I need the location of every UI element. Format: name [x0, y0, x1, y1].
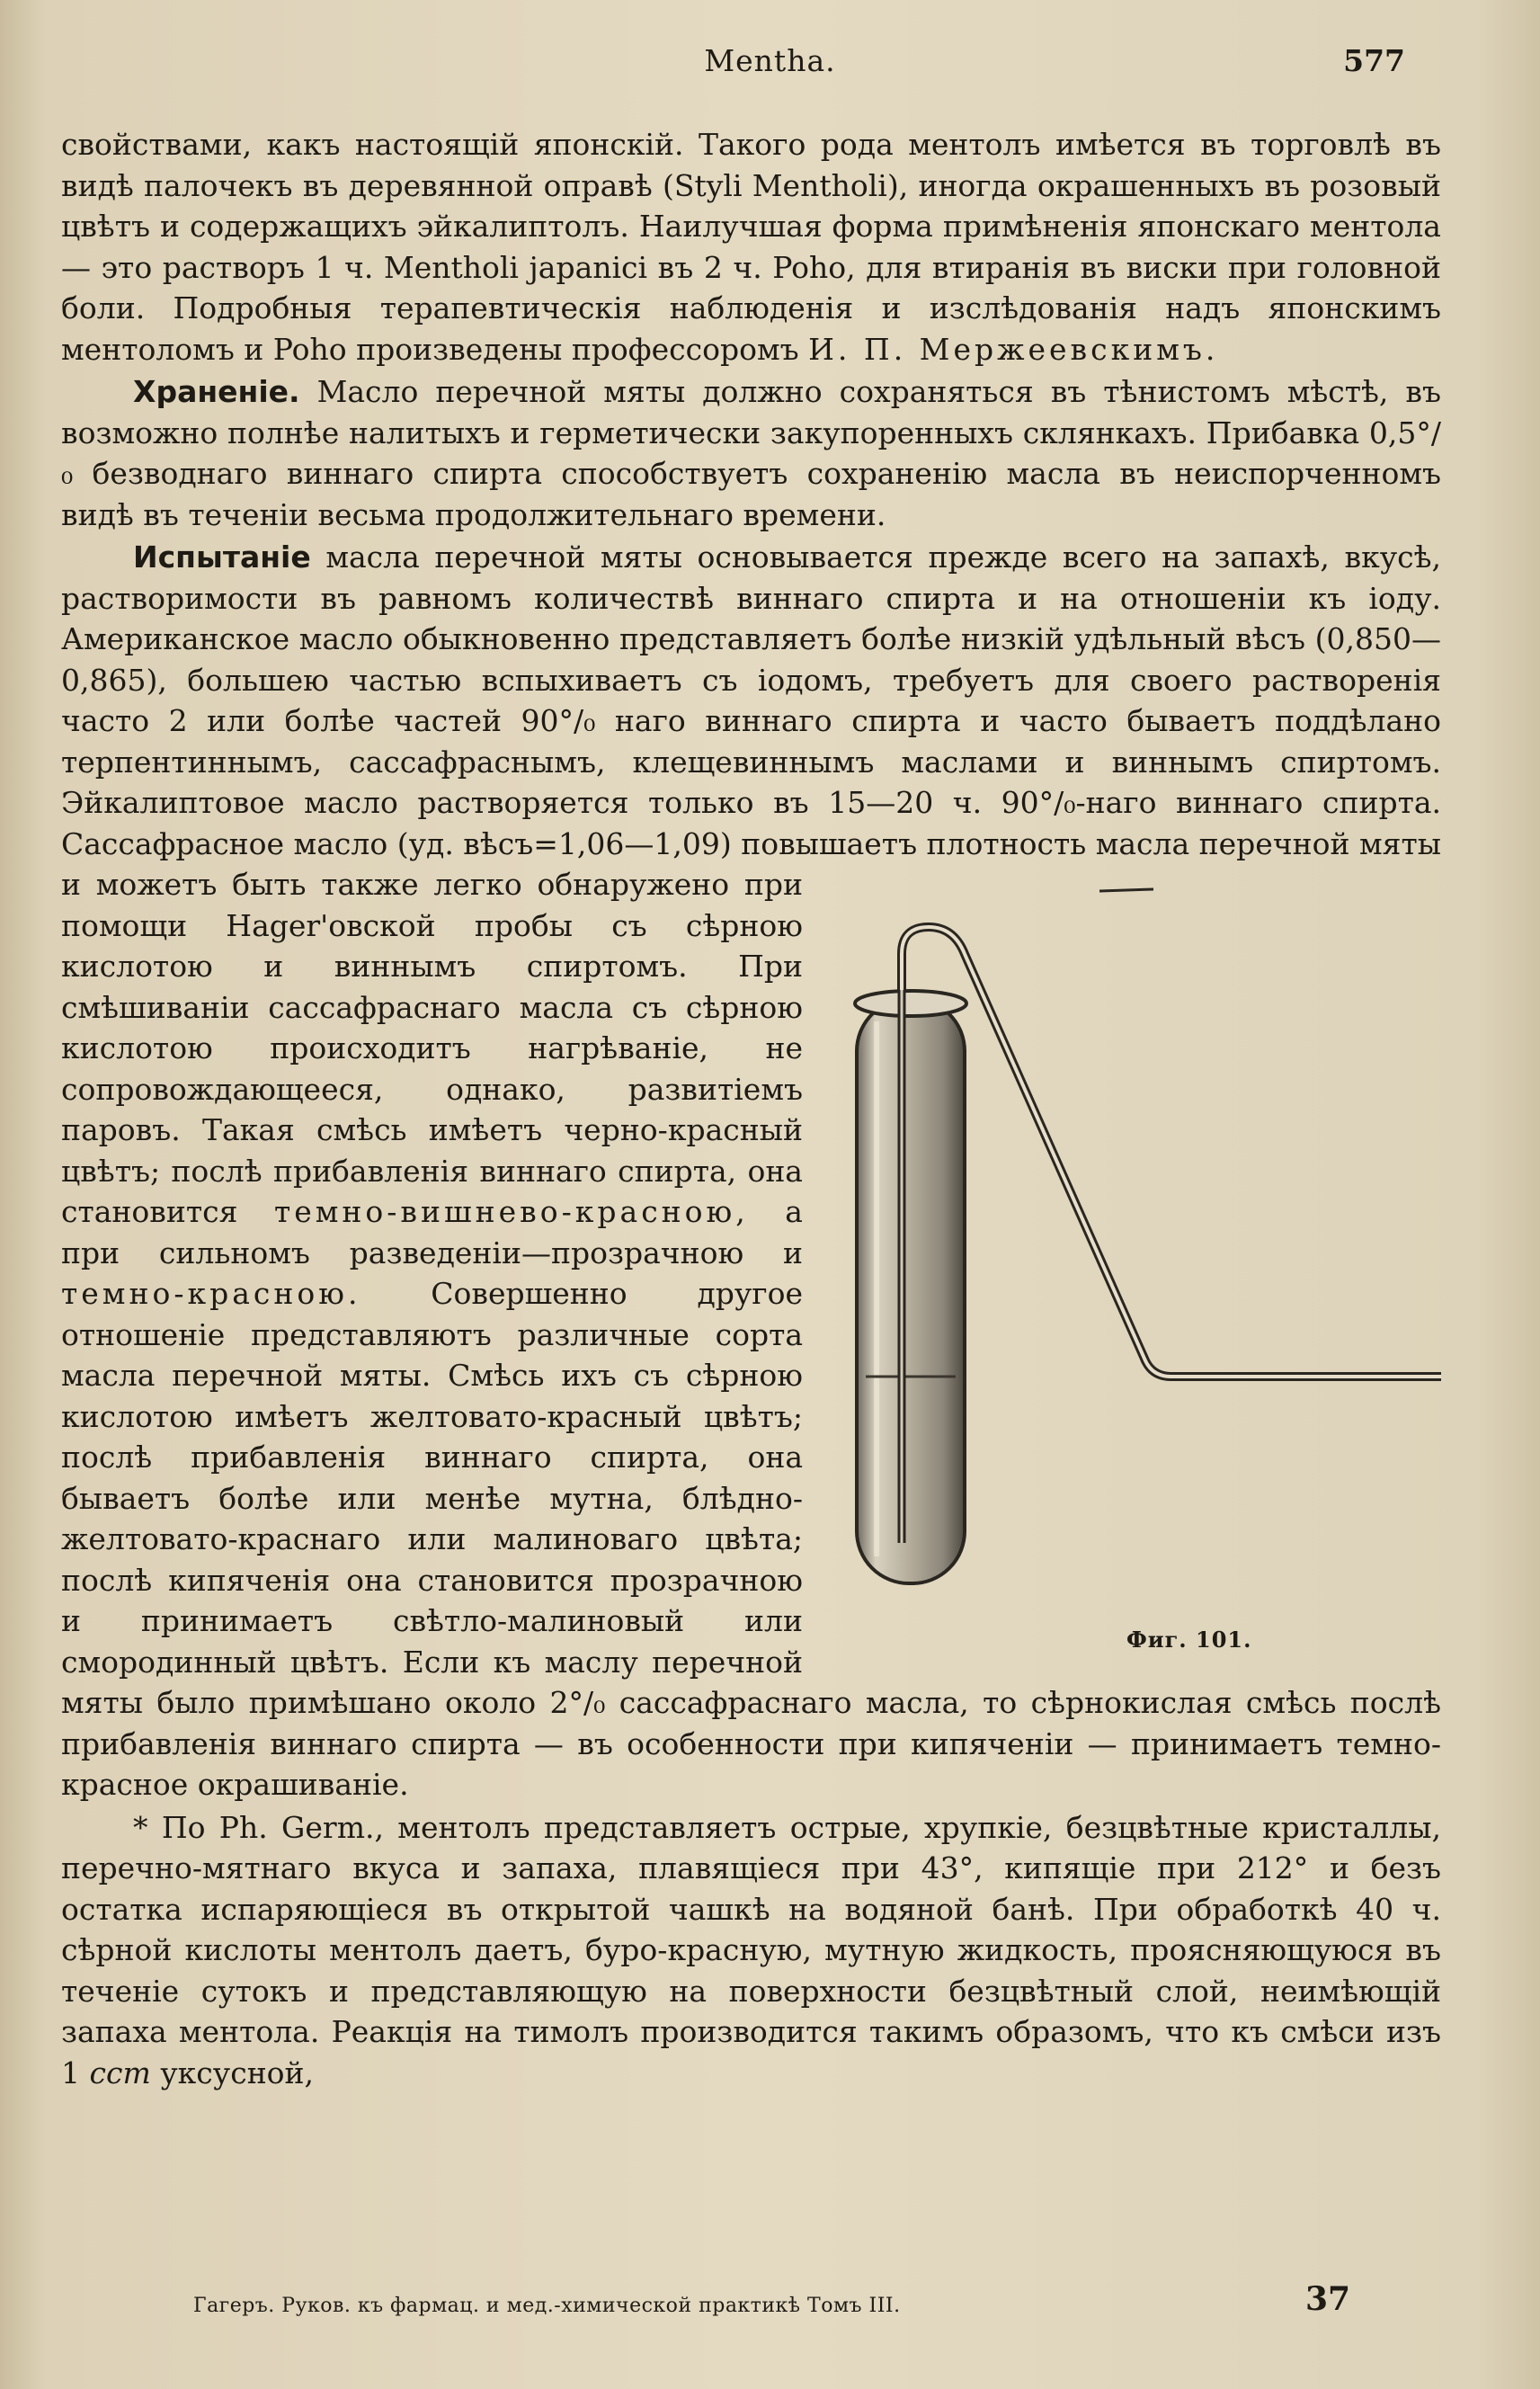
figure-101 — [830, 873, 1441, 1655]
color-term: темно-красною. — [61, 1276, 361, 1311]
professor-name: И. П. Мержеевскимъ. — [808, 331, 1219, 367]
paragraph-text: свойствами, какъ настоящій японскій. Такого рода ментолъ имѣется въ торговлѣ въ видѣ палочекъ въ деревянной оправѣ (Styli Mentholi), иногда окрашенныхъ въ розовый цвѣтъ и содержащихъ эйкалиптолъ. Наилучшая форма примѣненія японскаго ментола— это растворъ 1 ч. Mentholi japanici въ 2 ч. Poho, для втиранія въ виски при головной боли. Подробныя терапевтическія наблюденія и изслѣдованія надъ японскимъ ментоломъ и Poho произведены профессоромъ — [61, 127, 1441, 367]
paragraph-testing — [61, 537, 1441, 1805]
section-lead-testing: Испытаніе — [133, 539, 311, 575]
paragraph-text: масла перечной мяты основывается прежде всего на запахѣ, вкусѣ, растворимости въ равномъ количествѣ виннаго спирта и на отношеніи къ іоду. Американское масло обыкновенно представляетъ болѣе низкій удѣльный вѣсъ (0,850—0,865), большею частью вспыхиваетъ съ іодомъ, требуетъ для своего растворенія часто 2 или болѣе частей 90°/₀ наго виннаго спирта и часто бываетъ поддѣлано терпентиннымъ, сассафраснымъ, клещевиннымъ маслами и виннымъ спиртомъ. Эйкалиптовое масло растворяется только въ 15—20 ч. 90°/₀-наго виннаго спирта. Сассафрасное масло (уд. вѣсъ=1,06—1,09) повышаетъ плотность масла перечной мяты — [61, 539, 1441, 861]
paragraph-storage — [61, 371, 1441, 535]
paragraph-text: уксусной, — [160, 2055, 315, 2090]
paragraph-text: и можетъ быть также легко обнаружено при помощи Hager'овской пробы съ сѣрною кислотою и виннымъ спиртомъ. При смѣшиваніи сассафраснаго масла съ сѣрною кислотою происходитъ нагрѣваніе, не сопровождающееся, однако, развитіемъ паровъ. Такая смѣсь имѣетъ черно-красный цвѣтъ; послѣ прибавленія виннаго спирта, она становится — [61, 867, 803, 1229]
running-title: Mentha. — [704, 43, 836, 78]
paragraph-text: Совершенно другое отношеніе представляютъ различные сорта масла перечной мяты. Смѣсь ихъ съ сѣрною кислотою имѣетъ желтовато-красный цвѣтъ; послѣ прибавленія виннаго спирта, она бываетъ болѣе или менѣе мутна, блѣдно-желтовато-краснаго или малиноваго цвѣта; послѣ кипяченія она становится прозрачною и принимаетъ свѣтло-малиновый или смородинный цвѣтъ. Если къ маслу перечной мяты было примѣшано около 2°/₀ сассафраснаго масла, то сѣрнокислая смѣсь послѣ прибавленія виннаго спирта — въ особенности при кипяченіи — принимаетъ темно-красное окрашиваніе. — [61, 1276, 1441, 1802]
section-lead-storage: Храненіе. — [133, 374, 300, 409]
figure-caption: Фиг. 101. — [1126, 1627, 1252, 1653]
paragraph-text: Масло перечной мяты должно сохраняться въ тѣнистомъ мѣстѣ, въ возможно полнѣе налитыхъ и герметически закупоренныхъ склянкахъ. Прибавка 0,5°/₀ безводнаго виннаго спирта способствуетъ сохраненію масла въ неиспорченномъ видѣ въ теченіи весьма продолжительнаго времени. — [61, 374, 1441, 532]
page-number: 577 — [1343, 43, 1405, 78]
footer-book-title: Гагеръ. Руков. къ фармац. и мед.-химической практикѣ Томъ III. — [193, 2295, 901, 2317]
page-body — [61, 124, 1441, 2093]
paragraph-text: а при сильномъ разведеніи—прозрачною и — [61, 1194, 803, 1270]
page-header — [0, 43, 1540, 88]
paragraph-text: По Ph. Germ., ментолъ представляетъ острые, хрупкіе, безцвѣтные кристаллы, перечно-мятнаго вкуса и запаха, плавящіеся при 43°, кипящіе при 212° и безъ остатка испаряющіеся въ открытой чашкѣ на водяной банѣ. При обработкѣ 40 ч. сѣрной кислоты ментолъ даетъ, буро-красную, мутную жидкость, проясняющуюся въ теченіе сутокъ и представляющую на поверхности безцвѣтный слой, неимѣющій запаха ментола. Реакція на тимолъ производится такимъ образомъ, что къ смѣси изъ 1 — [61, 1809, 1441, 2090]
paragraph-footnote-ph-germ — [61, 1807, 1441, 2094]
paragraph-japanese-menthol — [61, 124, 1441, 370]
page-footer — [0, 2280, 1540, 2334]
color-term: темно-вишнево-красною, — [273, 1194, 749, 1229]
test-tube-illustration-icon — [830, 873, 1441, 1610]
unit-ccm: ccm — [89, 2055, 151, 2090]
footnote-marker: * — [133, 1809, 148, 1845]
printer-signature: 37 — [1305, 2280, 1351, 2318]
